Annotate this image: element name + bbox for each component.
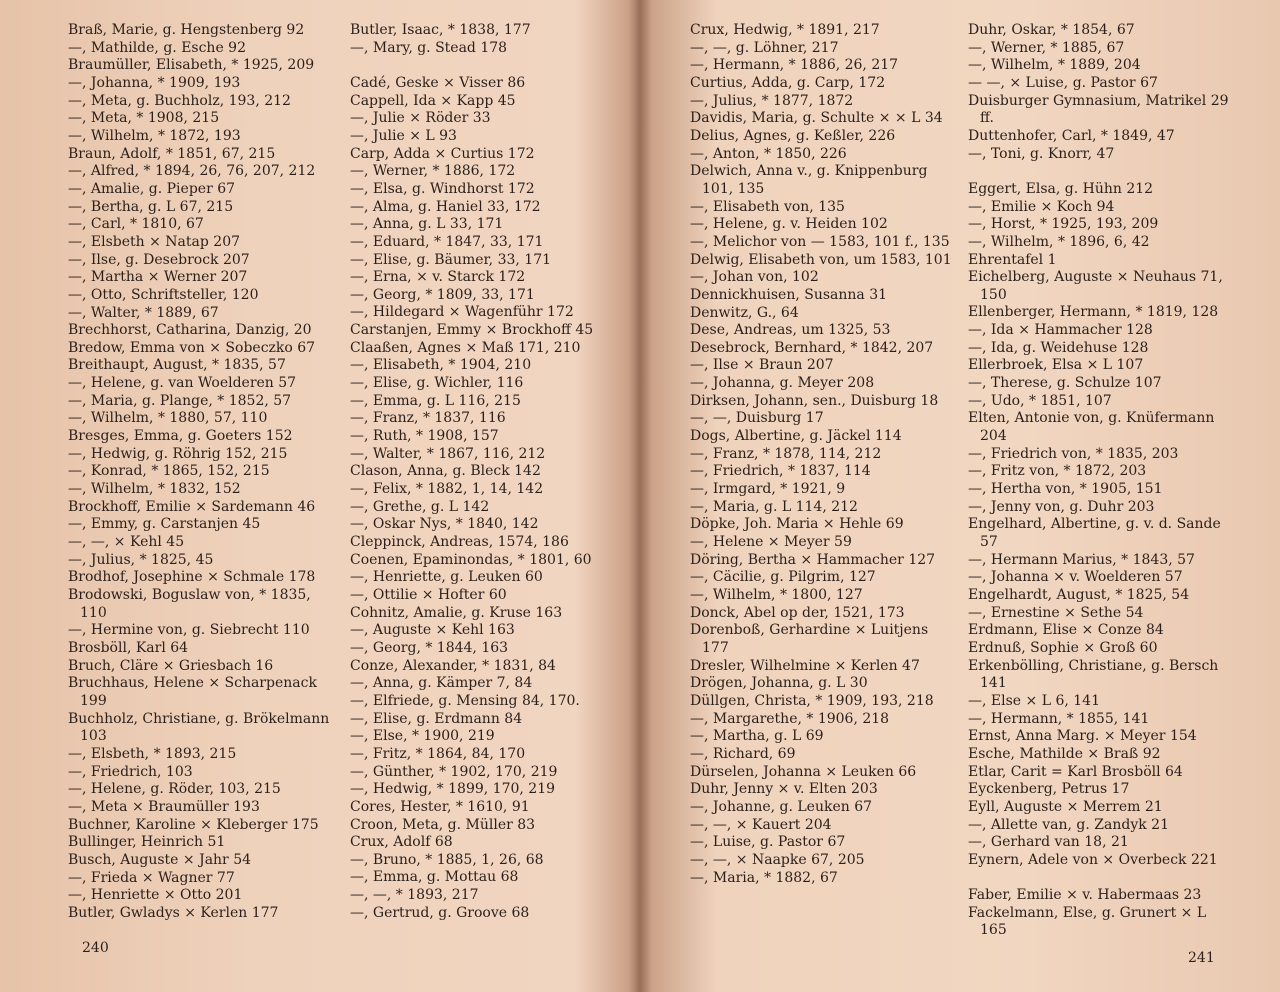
index-entry: —, Frieda × Wagner 77 (68, 869, 235, 886)
index-entry: —, Richard, 69 (690, 745, 796, 762)
index-entry: —, —, × Naapke 67, 205 (690, 851, 865, 868)
index-entry: Eggert, Elsa, g. Hühn 212 (968, 180, 1154, 197)
index-entry: —, Julie × Röder 33 (350, 110, 491, 127)
index-entry: —, Bruno, * 1885, 1, 26, 68 (350, 851, 544, 868)
index-entry: —, Maria, * 1882, 67 (690, 869, 838, 886)
index-entry: —, Maria, g. L 114, 212 (690, 498, 858, 515)
index-entry: Fackelmann, Else, g. Grunert × L 165 (968, 904, 1207, 939)
index-entry: —, Julius, * 1877, 1872 (690, 92, 854, 109)
index-entry: —, Cäcilie, g. Pilgrim, 127 (690, 569, 876, 586)
index-column (350, 22, 618, 922)
index-entry: Cleppinck, Andreas, 1574, 186 (350, 534, 569, 551)
index-entry: Duhr, Jenny × v. Elten 203 (690, 781, 878, 798)
index-entry: Delwich, Anna v., g. Knippenburg 101, 135 (690, 163, 928, 197)
index-entry: Ellerbroek, Elsa × L 107 (968, 357, 1144, 374)
index-entry: Donck, Abel op der, 1521, 173 (690, 604, 905, 621)
index-entry: —, Meta, * 1908, 215 (68, 110, 220, 127)
index-entry: —, Therese, g. Schulze 107 (968, 375, 1162, 392)
index-entry: —, Johan von, 102 (690, 269, 819, 286)
right-page (640, 0, 1280, 992)
index-entry: Butler, Gwladys × Kerlen 177 (68, 904, 279, 921)
index-entry: —, Wilhelm, * 1800, 127 (690, 587, 863, 603)
index-entry: Duttenhofer, Carl, * 1849, 47 (968, 127, 1175, 144)
index-entry: —, Johanne, g. Leuken 67 (690, 798, 873, 815)
index-entry: —, Johanna × v. Woelderen 57 (968, 569, 1183, 586)
index-entry: Eyll, Auguste × Merrem 21 (968, 798, 1163, 815)
index-entry: Dogs, Albertine, g. Jäckel 114 (690, 428, 902, 445)
index-entry: Brodhof, Josephine × Schmale 178 (68, 569, 316, 586)
index-entry: —, Hermann Marius, * 1843, 57 (968, 551, 1195, 568)
index-entry: —, Else × L 6, 141 (968, 692, 1100, 709)
index-entry: Braumüller, Elisabeth, * 1925, 209 (68, 57, 315, 74)
index-entry: Carp, Adda × Curtius 172 (350, 145, 535, 162)
index-entry: —, Horst, * 1925, 193, 209 (968, 216, 1159, 233)
index-entry: Engelhard, Albertine, g. v. d. Sande 57 (968, 516, 1221, 551)
index-entry: Eichelberg, Auguste × Neuhaus 71, 150 (968, 269, 1223, 303)
index-entry: —, Martha × Werner 207 (68, 269, 248, 286)
index-entry: —, Otto, Schriftsteller, 120 (68, 286, 259, 303)
index-entry: Braun, Adolf, * 1851, 67, 215 (68, 145, 276, 162)
index-entry: —, —, Duisburg 17 (690, 410, 824, 427)
page-number: 240 (82, 940, 109, 956)
index-entry: Duhr, Oskar, * 1854, 67 (968, 22, 1135, 38)
index-entry: Dorenboß, Gerhardine × Luitjens 177 (690, 622, 929, 656)
index-entry: —, Ottilie × Hofter 60 (350, 586, 507, 603)
index-entry: Dennickhuisen, Susanna 31 (690, 286, 888, 303)
index-entry: —, Georg, * 1809, 33, 171 (350, 286, 535, 303)
index-entry: —, Elise, g. Wichler, 116 (350, 375, 524, 392)
index-entry: Clason, Anna, g. Bleck 142 (350, 463, 541, 480)
index-entry: Elten, Antonie von, g. Knüfermann 204 (968, 410, 1215, 445)
index-entry: —, Franz, * 1878, 114, 212 (690, 445, 882, 462)
index-entry: —, —, × Kehl 45 (68, 534, 185, 551)
index-entry: —, Walter, * 1889, 67 (68, 304, 219, 321)
index-entry: —, Elsbeth, * 1893, 215 (68, 745, 237, 762)
index-entry: —, Johanna, * 1909, 193 (68, 74, 241, 91)
index-entry: —, Ilse × Braun 207 (690, 357, 834, 374)
index-entry: —, Jenny von, g. Duhr 203 (968, 498, 1155, 515)
index-entry: Eynern, Adele von × Overbeck 221 (968, 851, 1218, 868)
index-entry: Faber, Emilie × v. Habermaas 23 (968, 887, 1202, 904)
index-entry: Davidis, Maria, g. Schulte × × L 34 (690, 110, 943, 127)
index-entry: Düllgen, Christa, * 1909, 193, 218 (690, 692, 934, 709)
index-entry: —, Melichor von — 1583, 101 f., 135 (690, 233, 950, 250)
index-entry: Brodowski, Boguslaw von, * 1835, 110 (68, 587, 311, 621)
index-entry: —, Wilhelm, * 1889, 204 (968, 57, 1141, 74)
index-entry: —, Wilhelm, * 1832, 152 (68, 481, 241, 498)
index-entry: —, Eduard, * 1847, 33, 171 (350, 233, 544, 250)
index-entry: —, Hertha von, * 1905, 151 (968, 481, 1163, 498)
index-entry: Buchholz, Christiane, g. Brökelmann 103 (68, 710, 330, 745)
index-entry: —, Julius, * 1825, 45 (68, 551, 214, 568)
index-entry: —, Elise, g. Bäumer, 33, 171 (350, 251, 552, 268)
index-entry: —, Günther, * 1902, 170, 219 (350, 763, 558, 780)
index-entry: Bruch, Cläre × Griesbach 16 (68, 657, 274, 674)
index-entry: Breithaupt, August, * 1835, 57 (68, 357, 286, 374)
index-entry: —, Meta × Braumüller 193 (68, 798, 260, 815)
index-entry: —, Walter, * 1867, 116, 212 (350, 445, 546, 462)
index-entry: Erdmann, Elise × Conze 84 (968, 622, 1164, 639)
index-entry: Engelhardt, August, * 1825, 54 (968, 586, 1190, 603)
index-entry: —, Konrad, * 1865, 152, 215 (68, 463, 270, 480)
index-entry: Duisburger Gymnasium, Matrikel 29 ff. (968, 92, 1229, 127)
index-entry: —, Anton, * 1850, 226 (690, 145, 847, 162)
index-entry: Coenen, Epaminondas, * 1801, 60 (350, 551, 592, 568)
index-entry: —, Anna, g. L 33, 171 (350, 216, 504, 233)
index-entry: Cappell, Ida × Kapp 45 (350, 92, 516, 109)
index-entry: —, Carl, * 1810, 67 (68, 216, 204, 233)
index-entry: —, Fritz, * 1864, 84, 170 (350, 745, 526, 762)
index-entry: —, Erna, × v. Starck 172 (350, 269, 526, 286)
index-entry: —, Alfred, * 1894, 26, 76, 207, 212 (68, 163, 316, 180)
page-number: 241 (1188, 950, 1215, 966)
index-entry: —, Friedrich, 103 (68, 763, 193, 780)
index-entry: Cores, Hester, * 1610, 91 (350, 798, 530, 815)
index-column (968, 22, 1233, 940)
index-entry: —, Meta, g. Buchholz, 193, 212 (68, 92, 291, 109)
index-entry: Brosböll, Karl 64 (68, 639, 189, 656)
index-entry: Cohnitz, Amalie, g. Kruse 163 (350, 604, 563, 621)
index-entry: —, Hildegard × Wagenführ 172 (350, 304, 574, 321)
index-entry: —, Emma, g. L 116, 215 (350, 392, 521, 409)
index-entry: Delwig, Elisabeth von, um 1583, 101 (690, 251, 952, 268)
index-entry: Busch, Auguste × Jahr 54 (68, 851, 252, 868)
index-entry: —, Helene, g. Röder, 103, 215 (68, 781, 281, 798)
index-entry: Claaßen, Agnes × Maß 171, 210 (350, 339, 581, 356)
index-entry: Butler, Isaac, * 1838, 177 (350, 22, 531, 38)
index-entry: —, Bertha, g. L 67, 215 (68, 198, 234, 215)
index-entry: —, Emmy, g. Carstanjen 45 (68, 516, 261, 533)
index-entry: —, Irmgard, * 1921, 9 (690, 481, 846, 498)
index-entry: —, Ernestine × Sethe 54 (968, 604, 1144, 621)
index-entry: Eyckenberg, Petrus 17 (968, 781, 1130, 798)
index-column (68, 22, 340, 922)
index-entry: —, Hermine von, g. Siebrecht 110 (68, 622, 310, 639)
index-entry: —, Elisabeth von, 135 (690, 198, 845, 215)
index-entry: —, Hedwig, * 1899, 170, 219 (350, 781, 556, 798)
index-entry: —, Ilse, g. Desebrock 207 (68, 251, 250, 268)
index-entry: —, Gertrud, g. Groove 68 (350, 904, 530, 921)
index-entry: —, Friedrich, * 1837, 114 (690, 463, 871, 480)
index-entry: —, —, * 1893, 217 (350, 887, 479, 904)
section-gap (350, 57, 618, 75)
index-entry: Dirksen, Johann, sen., Duisburg 18 (690, 392, 939, 409)
index-entry: Braß, Marie, g. Hengstenberg 92 (68, 22, 305, 38)
index-entry: Döring, Bertha × Hammacher 127 (690, 551, 936, 568)
index-entry: —, Johanna, g. Meyer 208 (690, 375, 875, 392)
index-entry: —, Luise, g. Pastor 67 (690, 834, 846, 851)
index-entry: —, Alma, g. Haniel 33, 172 (350, 198, 541, 215)
index-entry: —, Wilhelm, * 1880, 57, 110 (68, 410, 268, 427)
index-entry: —, Elsbeth × Natap 207 (68, 233, 241, 250)
index-entry: —, Julie × L 93 (350, 127, 457, 144)
index-entry: Crux, Hedwig, * 1891, 217 (690, 22, 880, 38)
index-entry: —, Allette van, g. Zandyk 21 (968, 816, 1169, 833)
index-entry: Bullinger, Heinrich 51 (68, 834, 226, 851)
index-entry: Buchner, Karoline × Kleberger 175 (68, 816, 319, 833)
index-entry: Desebrock, Bernhard, * 1842, 207 (690, 339, 934, 356)
index-entry: —, Amalie, g. Pieper 67 (68, 180, 236, 197)
index-entry: —, Elisabeth, * 1904, 210 (350, 357, 532, 374)
index-entry: —, Franz, * 1837, 116 (350, 410, 506, 427)
index-entry: —, Elsa, g. Windhorst 172 (350, 180, 535, 197)
index-entry: Dese, Andreas, um 1325, 53 (690, 322, 891, 339)
index-entry: Etlar, Carit = Karl Brosböll 64 (968, 763, 1183, 780)
index-entry: —, Helene, g. v. Heiden 102 (690, 216, 888, 233)
index-entry: Bruchhaus, Helene × Scharpenack 199 (68, 675, 317, 709)
index-entry: —, Hedwig, g. Röhrig 152, 215 (68, 445, 288, 462)
index-entry: Curtius, Adda, g. Carp, 172 (690, 74, 886, 91)
index-entry: —, Maria, g. Plange, * 1852, 57 (68, 392, 292, 409)
index-entry: Carstanjen, Emmy × Brockhoff 45 (350, 322, 594, 339)
section-gap (968, 869, 1233, 887)
index-entry: —, Friedrich von, * 1835, 203 (968, 445, 1179, 462)
index-entry: —, Henriette, g. Leuken 60 (350, 569, 543, 586)
index-entry: —, Helene, g. van Woelderen 57 (68, 375, 297, 392)
index-entry: Ellenberger, Hermann, * 1819, 128 (968, 304, 1219, 321)
index-entry: —, Margarethe, * 1906, 218 (690, 710, 890, 727)
index-entry: —, Ida, g. Weidehuse 128 (968, 339, 1149, 356)
index-entry: —, Hermann, * 1886, 26, 217 (690, 57, 899, 74)
index-entry: —, Werner, * 1886, 172 (350, 163, 516, 180)
index-entry: Brechhorst, Catharina, Danzig, 20 (68, 322, 312, 339)
index-entry: —, Else, * 1900, 219 (350, 728, 495, 745)
index-entry: —, Anna, g. Kämper 7, 84 (350, 675, 533, 692)
index-entry: Bredow, Emma von × Sobeczko 67 (68, 339, 316, 356)
index-entry: —, Wilhelm, * 1896, 6, 42 (968, 233, 1150, 250)
index-entry: Dresler, Wilhelmine × Kerlen 47 (690, 657, 920, 674)
section-gap (968, 163, 1233, 181)
index-entry: Cadé, Geske × Visser 86 (350, 74, 526, 91)
index-entry: —, Georg, * 1844, 163 (350, 639, 509, 656)
index-entry: —, Toni, g. Knorr, 47 (968, 145, 1115, 162)
index-entry: Croon, Meta, g. Müller 83 (350, 816, 536, 833)
index-entry: Esche, Mathilde × Braß 92 (968, 745, 1161, 762)
index-entry: Erdnuß, Sophie × Groß 60 (968, 639, 1158, 656)
index-entry: Döpke, Joh. Maria × Hehle 69 (690, 516, 904, 533)
index-entry: Ernst, Anna Marg. × Meyer 154 (968, 728, 1197, 745)
index-entry: Conze, Alexander, * 1831, 84 (350, 657, 556, 674)
index-entry: —, Martha, g. L 69 (690, 728, 824, 745)
index-entry: —, Gerhard van 18, 21 (968, 834, 1129, 851)
index-entry: —, Werner, * 1885, 67 (968, 39, 1125, 56)
index-entry: —, —, g. Löhner, 217 (690, 39, 839, 56)
index-entry: —, Elfriede, g. Mensing 84, 170. (350, 692, 580, 709)
index-entry: —, Oskar Nys, * 1840, 142 (350, 516, 539, 533)
index-entry: Denwitz, G., 64 (690, 304, 799, 321)
index-entry: —, Ida × Hammacher 128 (968, 322, 1153, 339)
index-entry: Ehrentafel 1 (968, 251, 1057, 268)
index-entry: Erkenbölling, Christiane, g. Bersch 141 (968, 657, 1219, 692)
index-entry: —, —, × Kauert 204 (690, 816, 832, 833)
index-entry: Bresges, Emma, g. Goeters 152 (68, 428, 293, 445)
index-entry: —, Emilie × Koch 94 (968, 198, 1115, 215)
index-entry: Drögen, Johanna, g. L 30 (690, 675, 868, 692)
index-entry: —, Hermann, * 1855, 141 (968, 710, 1150, 727)
index-entry: Dürselen, Johanna × Leuken 66 (690, 763, 917, 780)
index-entry: —, Helene × Meyer 59 (690, 534, 852, 551)
index-entry: — —, × Luise, g. Pastor 67 (968, 74, 1158, 91)
index-column (690, 22, 952, 887)
index-entry: —, Henriette × Otto 201 (68, 887, 243, 904)
index-entry: —, Grethe, g. L 142 (350, 498, 490, 515)
index-entry: Delius, Agnes, g. Keßler, 226 (690, 127, 896, 144)
index-entry: —, Mary, g. Stead 178 (350, 39, 508, 56)
index-entry: —, Mathilde, g. Esche 92 (68, 39, 247, 56)
index-entry: —, Ruth, * 1908, 157 (350, 428, 499, 445)
index-entry: —, Auguste × Kehl 163 (350, 622, 515, 639)
index-entry: —, Fritz von, * 1872, 203 (968, 463, 1147, 480)
index-entry: —, Elise, g. Erdmann 84 (350, 710, 523, 727)
index-entry: —, Felix, * 1882, 1, 14, 142 (350, 481, 544, 498)
index-entry: Brockhoff, Emilie × Sardemann 46 (68, 498, 316, 515)
index-entry: —, Wilhelm, * 1872, 193 (68, 127, 241, 144)
index-entry: —, Emma, g. Mottau 68 (350, 869, 519, 886)
index-entry: —, Udo, * 1851, 107 (968, 392, 1112, 409)
index-entry: Crux, Adolf 68 (350, 834, 453, 851)
